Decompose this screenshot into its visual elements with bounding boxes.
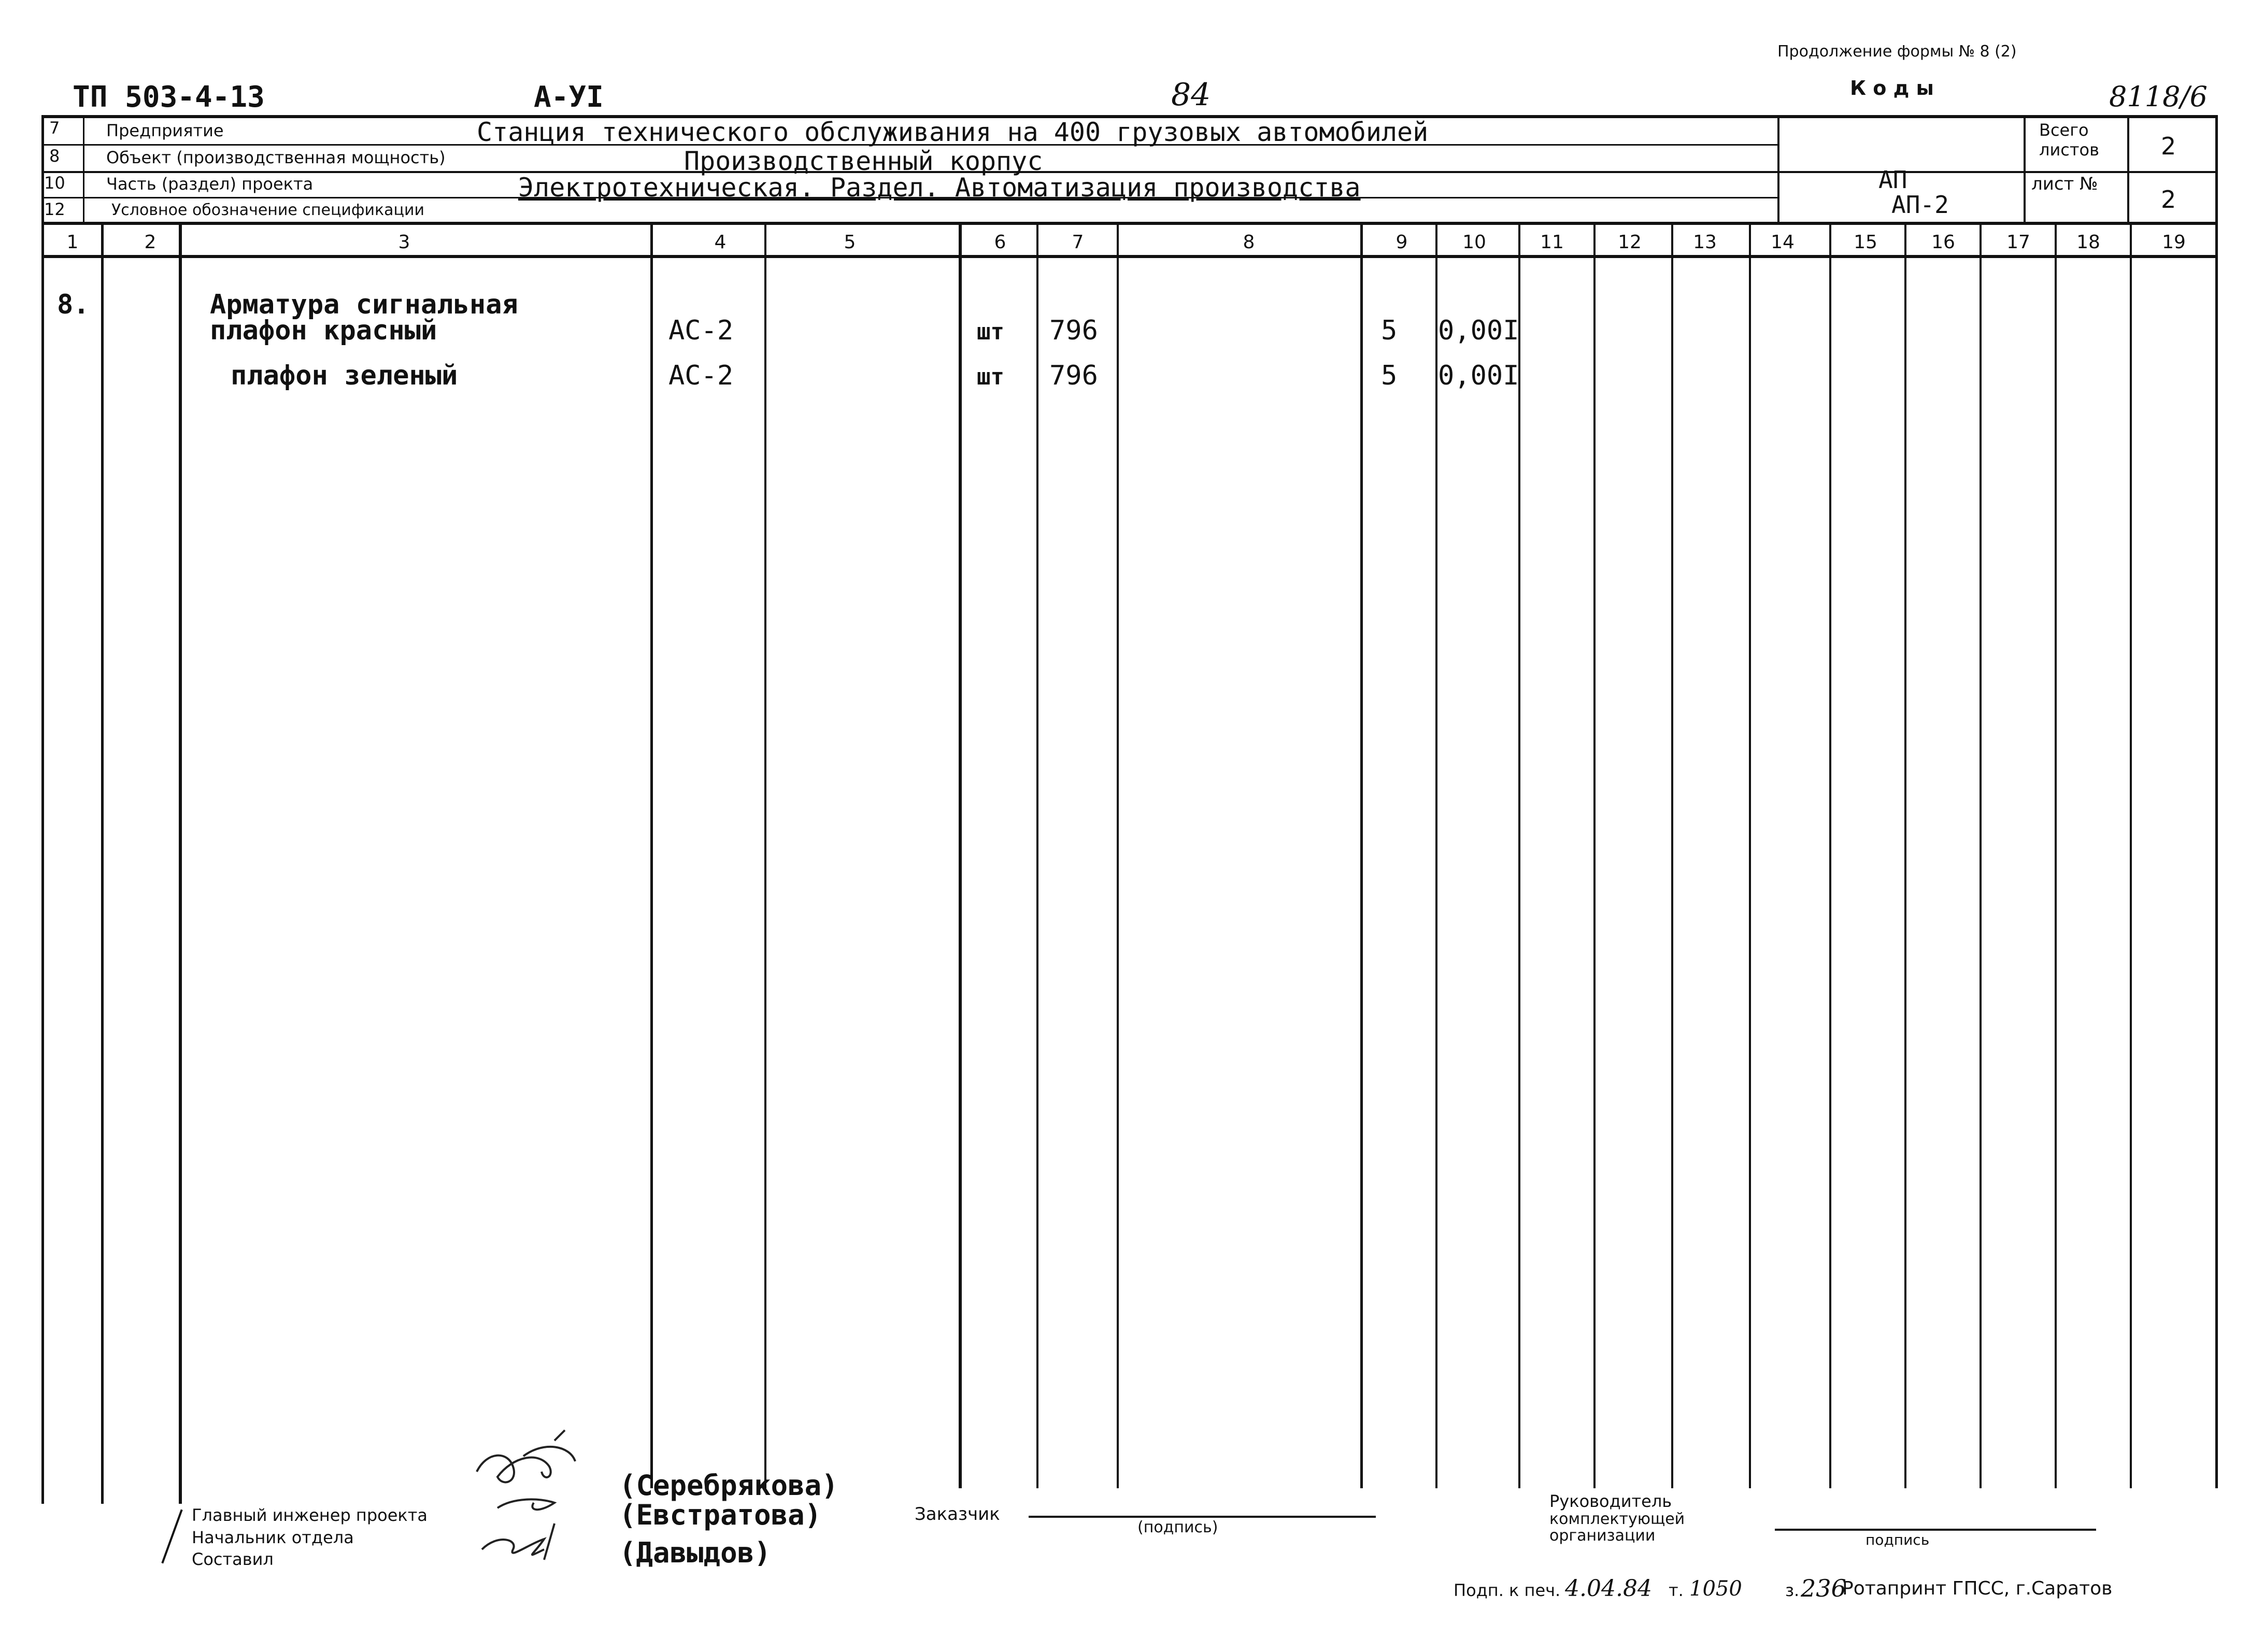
- footer-slash: [161, 1509, 182, 1564]
- item-weight: 0,00I: [1438, 315, 1519, 346]
- header-left-border: [41, 115, 44, 1504]
- spec-code: АП-2: [1891, 191, 1949, 219]
- column-divider: [959, 224, 962, 1488]
- column-divider: [1036, 224, 1038, 1488]
- item-unit-code: 796: [1049, 315, 1098, 346]
- sheet-number-value: 2: [2161, 186, 2176, 213]
- page-number: 84: [1171, 77, 1211, 113]
- item-unit-code: 796: [1049, 360, 1098, 391]
- total-sheets-value: 2: [2161, 132, 2176, 160]
- column-number: 3: [398, 232, 410, 253]
- leader-label: организации: [1549, 1527, 1656, 1545]
- column-divider: [1360, 224, 1363, 1488]
- column-number: 1: [66, 232, 79, 253]
- item-quantity: 5: [1381, 315, 1398, 346]
- column-number: 18: [2076, 232, 2100, 253]
- sheet-reference: 8118/6: [2109, 80, 2208, 113]
- column-divider: [1117, 224, 1119, 1488]
- chief-engineer-label: Главный инженер проекта: [192, 1505, 428, 1525]
- column-divider: [1671, 224, 1673, 1488]
- header-num-divider: [83, 115, 84, 224]
- item-type: АС-2: [668, 315, 734, 346]
- order-number: 236: [1801, 1574, 1846, 1602]
- enterprise-value: Станция технического обслуживания на 400 грузовых автомобилей: [477, 117, 1429, 147]
- signatory-name: (Давыдов): [619, 1536, 771, 1569]
- row-label-section: Часть (раздел) проекта: [106, 174, 314, 194]
- sheets-box-border: [2127, 115, 2129, 224]
- column-divider: [1829, 224, 1831, 1488]
- section-code: АП: [1878, 166, 1907, 194]
- order-label: з.: [1785, 1580, 1800, 1600]
- column-number: 7: [1072, 232, 1084, 253]
- item-unit: шт: [977, 364, 1004, 390]
- column-divider: [650, 224, 653, 1488]
- print-run: 1050: [1689, 1577, 1742, 1601]
- print-date: 4.04.84: [1565, 1575, 1652, 1602]
- section-value: Электротехническая. Раздел. Автоматизация производства: [518, 173, 1361, 203]
- row-label-spec: Условное обозначение спецификации: [111, 201, 424, 219]
- column-divider: [1593, 224, 1596, 1488]
- column-number: 16: [1931, 232, 1955, 253]
- item-position: 8.: [57, 289, 90, 320]
- column-number: 6: [994, 232, 1006, 253]
- item-quantity: 5: [1381, 360, 1398, 391]
- signatory-name: (Серебрякова): [619, 1469, 838, 1502]
- column-number: 11: [1540, 232, 1564, 253]
- row-number: 10: [44, 173, 65, 193]
- codes-heading: К о д ы: [1850, 77, 1934, 99]
- signature-caption: подпись: [1866, 1531, 1930, 1548]
- column-number: 14: [1771, 232, 1795, 253]
- item-weight: 0,00I: [1438, 360, 1519, 391]
- column-divider: [179, 224, 182, 1504]
- column-divider: [1518, 224, 1520, 1488]
- column-number: 10: [1462, 232, 1486, 253]
- column-divider: [1435, 224, 1437, 1488]
- column-number: 4: [714, 232, 727, 253]
- column-number: 8: [1243, 232, 1255, 253]
- item-type: АС-2: [668, 360, 734, 391]
- print-run-label: т.: [1669, 1580, 1684, 1600]
- row-number: 7: [49, 118, 60, 138]
- compiled-by-label: Составил: [192, 1549, 274, 1569]
- column-divider: [1749, 224, 1751, 1488]
- codes-box-border: [1777, 115, 1779, 224]
- column-number: 5: [844, 232, 856, 253]
- leader-label: комплектующей: [1549, 1510, 1685, 1528]
- row-number: 8: [49, 146, 60, 166]
- column-header-bottom: [41, 255, 2218, 258]
- column-number: 9: [1396, 232, 1408, 253]
- leader-signature-line: [1775, 1529, 2096, 1531]
- total-sheets-label: Всего листов: [2039, 120, 2099, 160]
- header-bottom-border: [41, 222, 2218, 225]
- row-label-object: Объект (производственная мощность): [106, 148, 446, 167]
- print-info-label: Подп. к печ.: [1454, 1580, 1561, 1600]
- sheets-box-border: [2024, 115, 2026, 224]
- column-number: 15: [1854, 232, 1877, 253]
- department-head-label: Начальник отдела: [192, 1528, 354, 1547]
- column-divider: [2130, 224, 2132, 1488]
- item-unit: шт: [977, 319, 1004, 345]
- column-divider: [101, 224, 104, 1504]
- object-value: Производственный корпус: [684, 146, 1043, 176]
- column-number: 19: [2162, 232, 2186, 253]
- row-number: 12: [44, 200, 65, 219]
- item-name-line: Арматура сигнальная: [210, 289, 518, 320]
- album-number: А-УI: [534, 80, 604, 114]
- customer-label: Заказчик: [915, 1504, 1000, 1525]
- column-divider: [764, 224, 766, 1488]
- leader-label: Руководитель: [1549, 1491, 1672, 1511]
- document-code: ТП 503-4-13: [73, 80, 265, 114]
- column-number: 2: [144, 232, 156, 253]
- customer-signature-line: [1029, 1516, 1376, 1518]
- column-number: 17: [2006, 232, 2030, 253]
- row-label-enterprise: Предприятие: [106, 121, 224, 140]
- column-number: 12: [1618, 232, 1642, 253]
- column-number: 13: [1693, 232, 1717, 253]
- sheet-number-label: лист №: [2031, 174, 2098, 194]
- form-continuation-note: Продолжение формы № 8 (2): [1777, 42, 2017, 61]
- column-divider: [1980, 224, 1982, 1488]
- signatory-name: (Евстратова): [619, 1499, 822, 1531]
- item-name-line: плафон зеленый: [231, 360, 458, 391]
- printer-name: Ротапринт ГПСС, г.Саратов: [1842, 1578, 2113, 1599]
- header-right-border: [2215, 115, 2218, 1488]
- column-divider: [2055, 224, 2057, 1488]
- signature-caption: (подпись): [1137, 1518, 1218, 1536]
- column-divider: [1904, 224, 1906, 1488]
- item-name-line: плафон красный: [210, 315, 437, 346]
